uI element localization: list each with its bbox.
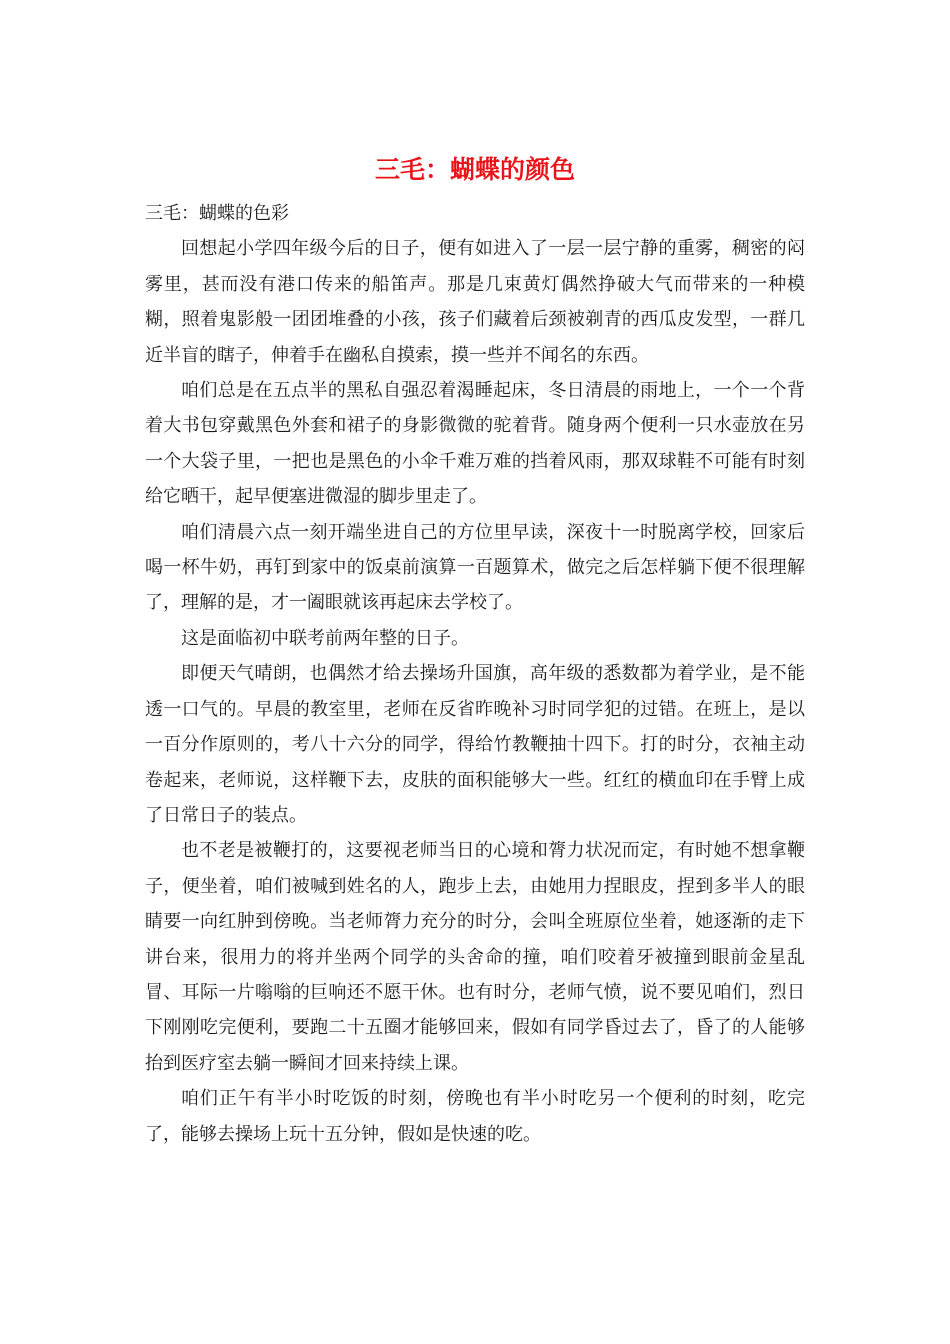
paragraph: 也不老是被鞭打的，这要视老师当日的心境和膂力状况而定，有时她不想拿鞭子，便坐着，咱们被喊到姓名的人，跑步上去，由她用力捏眼皮，捏到多半人的眼睛要一向红肿到傍晚。当老师膂力充分的时分，会叫全班原位坐着，她逐渐的走下讲台来，很用力的将并坐两个同学的头舍命的撞，咱们咬着牙被撞到眼前金星乱冒、耳际一片嗡嗡的巨响还不愿干休。也有时分，老师气愤，说不要见咱们，烈日下刚刚吃完便利，要跑二十五圈才能够回来，假如有同学昏过去了，昏了的人能够抬到医疗室去躺一瞬间才回来持续上课。: [145, 840, 805, 1074]
paragraph: 咱们正午有半小时吃饭的时刻，傍晚也有半小时吃另一个便利的时刻，吃完了，能够去操场上玩十五分钟，假如是快速的吃。: [145, 1088, 805, 1145]
article-body: [145, 196, 805, 1152]
page-title: 三毛：蝴蝶的颜色: [374, 155, 575, 184]
paragraph: 咱们清晨六点一刻开端坐进自己的方位里早读，深夜十一时脱离学校，回家后喝一杯牛奶，再钉到家中的饭桌前演算一百题算术，做完之后怎样躺下便不很理解了，理解的是，才一阖眼就该再起床去学校了。: [145, 521, 805, 614]
paragraph: 咱们总是在五点半的黑私自强忍着渴睡起床，冬日清晨的雨地上，一个一个背着大书包穿戴黑色外套和裙子的身影微微的驼着背。随身两个便利一只水壶放在另一个大袋子里，一把也是黑色的小伞千难万难的挡着风雨，那双球鞋不可能有时刻给它晒干，起早便塞进微湿的脚步里走了。: [145, 380, 805, 508]
paragraph: 回想起小学四年级今后的日子，便有如进入了一层一层宁静的重雾，稠密的闷雾里，甚而没有港口传来的船笛声。那是几束黄灯偶然挣破大气而带来的一种模糊，照着鬼影般一团团堆叠的小孩，孩子们藏着后颈被剃青的西瓜皮发型，一群几近半盲的瞎子，伸着手在幽私自摸索，摸一些并不闻名的东西。: [145, 238, 805, 366]
paragraph: 即便天气晴朗，也偶然才给去操场升国旗，高年级的悉数都为着学业，是不能透一口气的。早晨的教室里，老师在反省昨晚补习时同学犯的过错。在班上，是以一百分作原则的，考八十六分的同学，得给竹教鞭抽十四下。打的时分，衣袖主动卷起来，老师说，这样鞭下去，皮肤的面积能够大一些。红红的横血印在手臂上成了日常日子的装点。: [145, 663, 805, 826]
paragraph: 这是面临初中联考前两年整的日子。: [181, 627, 469, 649]
article-subtitle: 三毛：蝴蝶的色彩: [145, 203, 289, 224]
